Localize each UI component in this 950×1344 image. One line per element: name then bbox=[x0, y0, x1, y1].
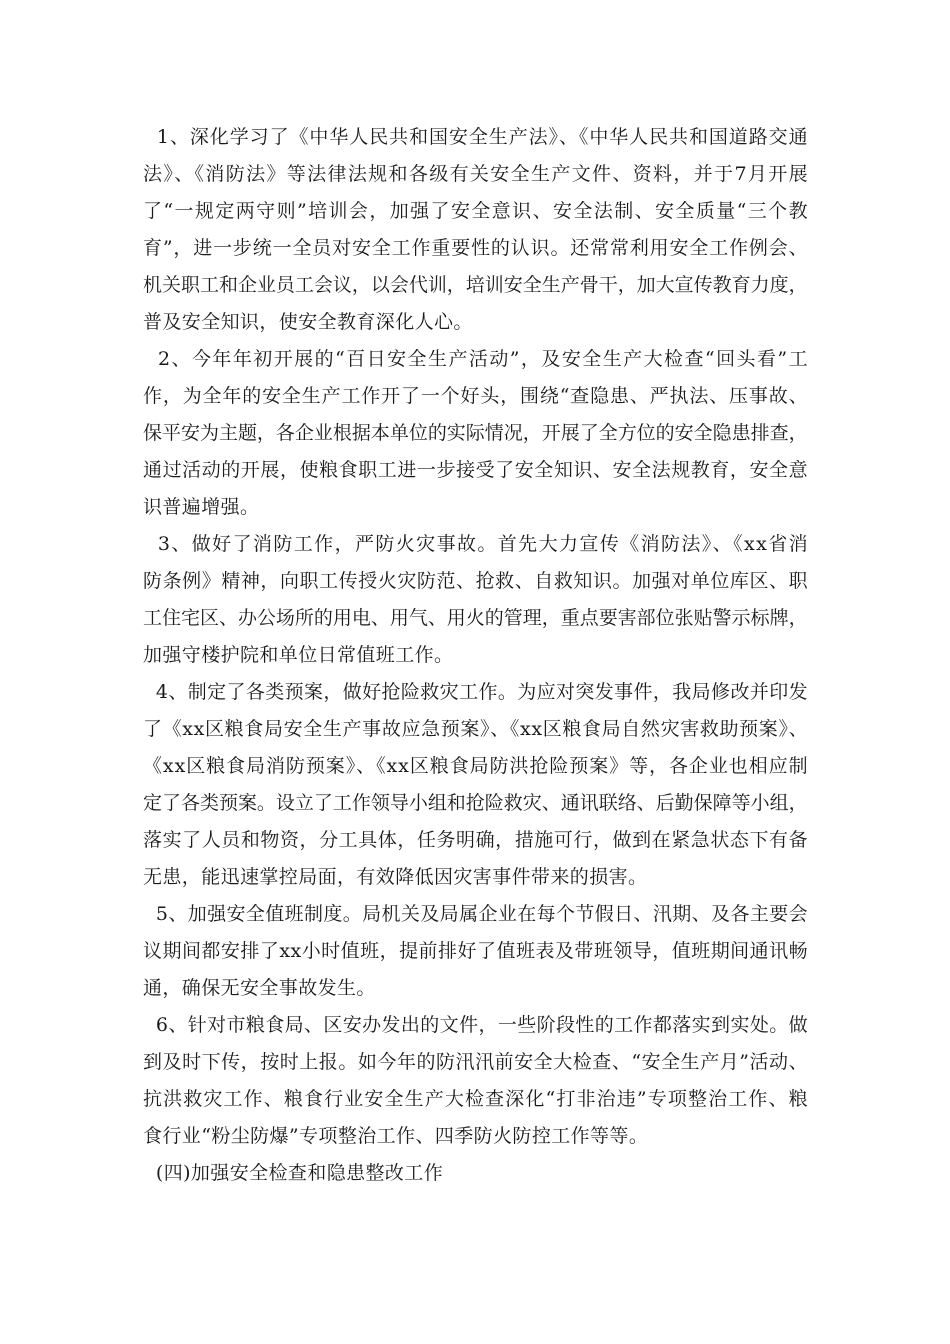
text-line: 1、深化学习了《中华人民共和国安全生产法》、《中华人民共和国道路交通 bbox=[143, 126, 809, 148]
text-line: 机关职工和企业员工会议，以会代训，培训安全生产骨干，加大宣传教育力度， bbox=[143, 274, 808, 296]
text-line: 2、今年年初开展的“百日安全生产活动”，及安全生产大检查“回头看”工 bbox=[143, 348, 810, 370]
text-line: 通过活动的开展，使粮食职工进一步接受了安全知识、安全法规教育，安全意 bbox=[143, 459, 809, 481]
text-line: 工住宅区、办公场所的用电、用气、用火的管理，重点要害部位张贴警示标牌， bbox=[143, 607, 808, 629]
text-line: 防条例》精神，向职工传授火灾防范、抢救、自救知识。加强对单位库区、职 bbox=[143, 570, 809, 592]
text-line: 了《xx区粮食局安全生产事故应急预案》、《xx区粮食局自然灾害救助预案》、 bbox=[143, 718, 809, 740]
text-line: 通，确保无安全事故发生。 bbox=[143, 977, 376, 999]
text-line: 落实了人员和物资，分工具体，任务明确，措施可行，做到在紧急状态下有备 bbox=[143, 829, 809, 851]
text-line: 无患，能迅速掌控局面，有效降低因灾害事件带来的损害。 bbox=[143, 866, 648, 888]
text-line: 加强守楼护院和单位日常值班工作。 bbox=[143, 644, 454, 666]
text-line: 法》、《消防法》等法律法规和各级有关安全生产文件、资料，并于7月开展 bbox=[143, 163, 809, 185]
text-line: 到及时下传，按时上报。如今年的防汛汛前安全大检查、“安全生产月”活动、 bbox=[143, 1051, 809, 1073]
text-line: 抗洪救灾工作、粮食行业安全生产大检查深化“打非治违”专项整治工作、粮 bbox=[143, 1088, 809, 1110]
text-line: 3、做好了消防工作，严防火灾事故。首先大力宣传《消防法》、《xx省消 bbox=[143, 533, 809, 555]
text-line: 6、针对市粮食局、区安办发出的文件，一些阶段性的工作都落实到实处。做 bbox=[143, 1014, 808, 1036]
text-line: 定了各类预案。设立了工作领导小组和抢险救灾、通讯联络、后勤保障等小组， bbox=[143, 792, 808, 814]
text-line: 《xx区粮食局消防预案》、《xx区粮食局防洪抢险预案》等，各企业也相应制 bbox=[143, 755, 809, 777]
text-line: 识普遍增强。 bbox=[143, 496, 260, 518]
text-line: 4、制定了各类预案，做好抢险救灾工作。为应对突发事件，我局修改并印发 bbox=[143, 681, 808, 703]
section-heading: (四)加强安全检查和隐患整改工作 bbox=[143, 1162, 444, 1184]
text-line: 5、加强安全值班制度。局机关及局属企业在每个节假日、汛期、及各主要会 bbox=[143, 903, 808, 925]
text-line: 议期间都安排了xx小时值班，提前排好了值班表及带班领导，值班期间通讯畅 bbox=[143, 940, 809, 962]
text-line: 作，为全年的安全生产工作开了一个好头，围绕“查隐患、严执法、压事故、 bbox=[143, 385, 809, 407]
text-line: 普及安全知识，使安全教育深化人心。 bbox=[143, 311, 473, 333]
text-line: 食行业“粉尘防爆”专项整治工作、四季防火防控工作等等。 bbox=[143, 1125, 649, 1147]
text-line: 了“一规定两守则”培训会，加强了安全意识、安全法制、安全质量“三个教 bbox=[143, 200, 809, 222]
text-line: 保平安为主题，各企业根据本单位的实际情况，开展了全方位的安全隐患排查， bbox=[143, 422, 808, 444]
text-line: 育”，进一步统一全员对安全工作重要性的认识。还常常利用安全工作例会、 bbox=[143, 237, 809, 259]
